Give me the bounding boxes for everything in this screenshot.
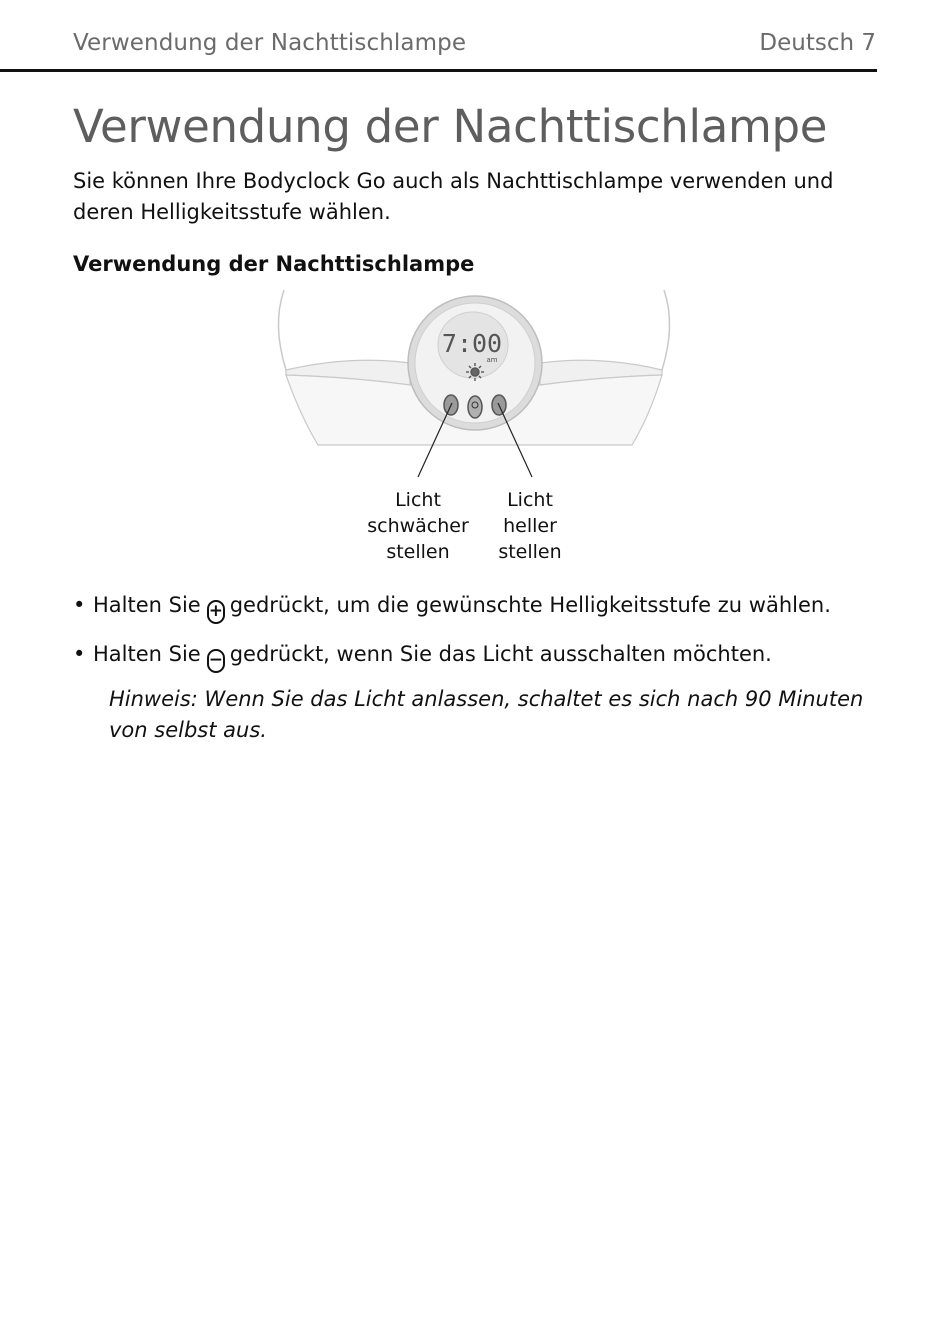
page-number-label: Deutsch 7 bbox=[759, 30, 876, 56]
instruction-list bbox=[73, 590, 893, 688]
plus-button-icon: + bbox=[207, 600, 225, 624]
hint-note: Hinweis: Wenn Sie das Licht anlassen, schaltet es sich nach 90 Minuten von selbst aus. bbox=[109, 687, 864, 742]
clock-display-time: 7:00 bbox=[441, 329, 503, 358]
running-header-title: Verwendung der Nachttischlampe bbox=[73, 30, 467, 56]
header-divider bbox=[0, 69, 877, 72]
callout-dimmer: Licht schwächer stellen bbox=[367, 489, 469, 563]
minus-button-icon: − bbox=[207, 649, 225, 673]
list-item: • Halten Sie + gedrückt, um die gewünschte Helligkeitsstufe zu wählen. bbox=[73, 590, 893, 624]
page-title: Verwendung der Nachttischlampe bbox=[73, 100, 828, 153]
section-heading: Verwendung der Nachttischlampe bbox=[73, 252, 475, 276]
callout-brighter: Licht heller stellen bbox=[498, 489, 562, 563]
intro-paragraph: Sie können Ihre Bodyclock Go auch als Nachttischlampe verwenden und deren Helligkeitsstufe wählen. bbox=[73, 169, 834, 224]
clock-display-period: am bbox=[486, 356, 498, 364]
list-item: • Halten Sie − gedrückt, wenn Sie das Licht ausschalten möchten. bbox=[73, 639, 893, 673]
lamp-illustration bbox=[270, 285, 680, 570]
